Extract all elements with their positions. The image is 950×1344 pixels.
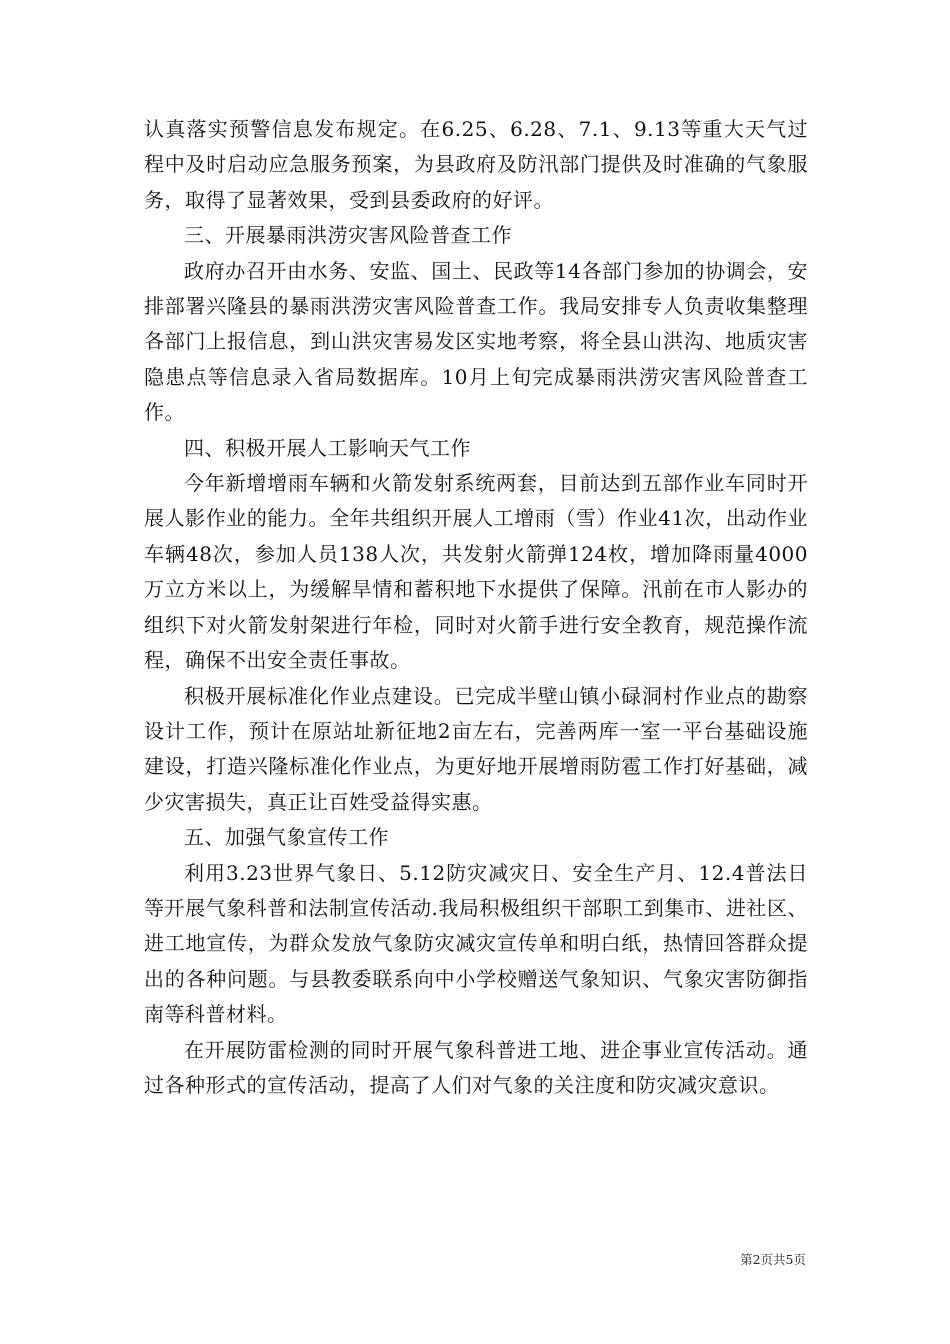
paragraph-publicity-activities: 利用3.23世界气象日、5.12防灾减灾日、安全生产月、12.4普法日等开展气象科普和法制宣传活动.我局积极组织干部职工到集市、进社区、进工地宣传，为群众发放气象防灾减灾宣传单和明白纸，热情回答群众提出的各种问题。与县教委联系向中小学校赠送气象知识、气象灾害防御指南等科普材料。 [144,860,808,1027]
document-body [144,112,808,1103]
paragraph-standardized-site: 积极开展标准化作业点建设。已完成半壁山镇小碌洞村作业点的勘察设计工作，预计在原站址新征地2亩左右，完善两库一室一平台基础设施建设，打造兴隆标准化作业点，为更好地开展增雨防雹工作打好基础，减少灾害损失，真正让百姓受益得实惠。 [144,683,808,814]
page-number: 第2页共5页 [740,1252,806,1267]
section-heading-5: 五、加强气象宣传工作 [184,825,389,850]
section-heading-4: 四、积极开展人工影响天气工作 [184,435,471,460]
paragraph-weather-modification: 今年新增增雨车辆和火箭发射系统两套，目前达到五部作业车同时开展人影作业的能力。全年共组织开展人工增雨（雪）作业41次，出动作业车辆48次，参加人员138人次，共发射火箭弹124枚，增加降雨量4000万立方米以上，为缓解旱情和蓄积地下水提供了保障。汛前在市人影办的组织下对火箭发射架进行年检，同时对火箭手进行安全教育，规范操作流程，确保不出安全责任事故。 [144,471,808,673]
paragraph-flood-risk-survey: 政府办召开由水务、安监、国土、民政等14各部门参加的协调会，安排部署兴隆县的暴雨洪涝灾害风险普查工作。我局安排专人负责收集整理各部门上报信息，到山洪灾害易发区实地考察，将全县山洪沟、地质灾害隐患点等信息录入省局数据库。10月上旬完成暴雨洪涝灾害风险普查工作。 [144,258,808,425]
section-heading-3: 三、开展暴雨洪涝灾害风险普查工作 [184,223,512,248]
paragraph-continued: 认真落实预警信息发布规定。在6.25、6.28、7.1、9.13等重大天气过程中及时启动应急服务预案，为县政府及防汛部门提供及时准确的气象服务，取得了显著效果，受到县委政府的好评。 [144,117,808,212]
paragraph-lightning-outreach: 在开展防雷检测的同时开展气象科普进工地、进企事业宣传活动。通过各种形式的宣传活动，提高了人们对气象的关注度和防灾减灾意识。 [144,1037,808,1097]
